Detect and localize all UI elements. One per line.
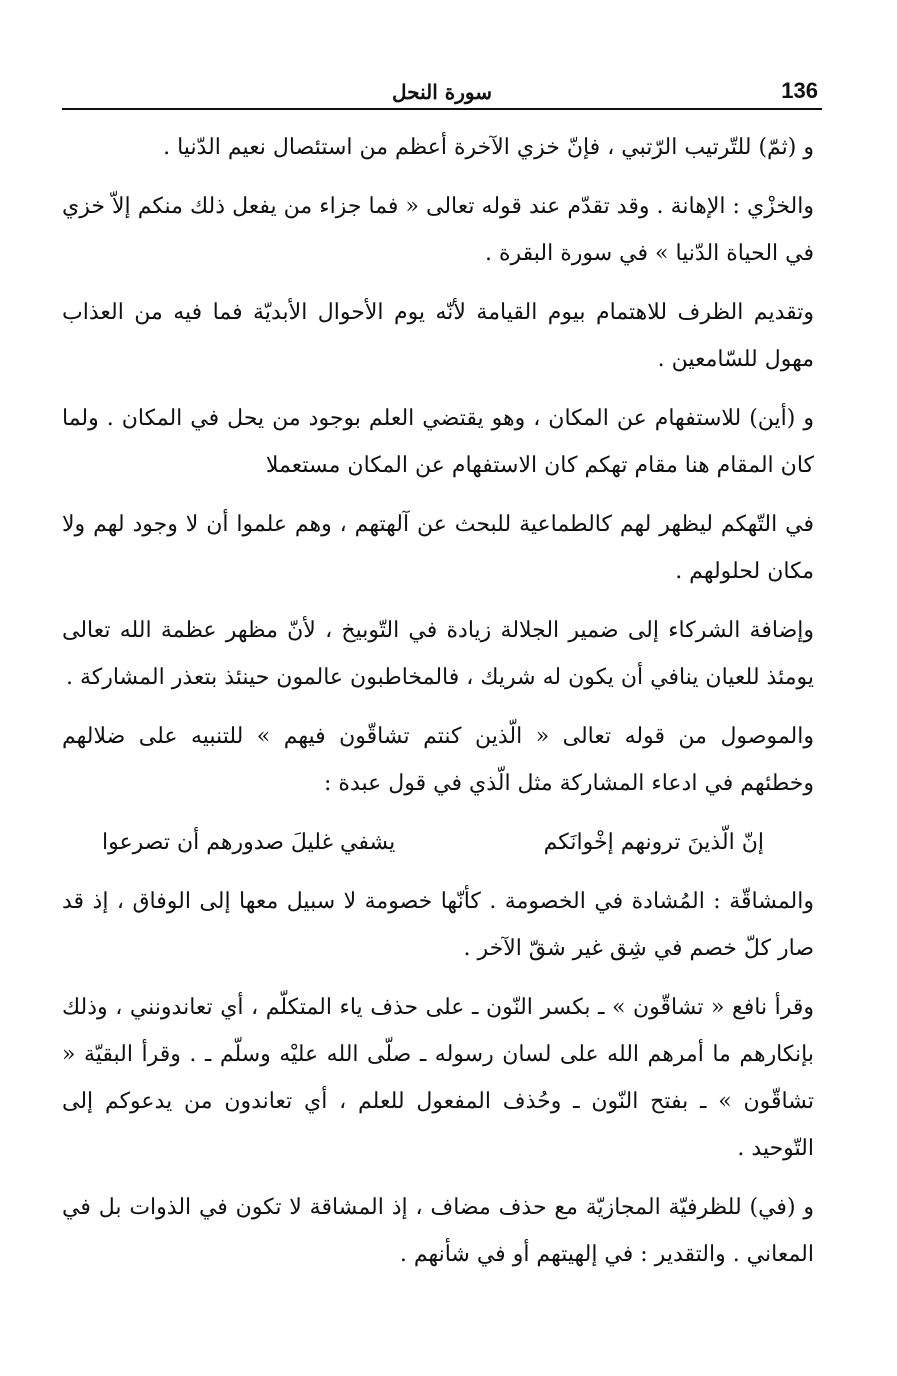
page-number: 136 [781, 78, 818, 103]
page-header [62, 78, 822, 110]
paragraph: و (ثمّ) للتّرتيب الرّتبي ، فإنّ خزي الآخرة أعظم من استئصال نعيم الدّنيا . [163, 135, 814, 160]
paragraph: و (في) للظرفيّة المجازيّة مع حذف مضاف ، إذ المشاقة لا تكون في الذوات بل في المعاني . والتقدير : في إلهيتهم أو في شأنهم . [62, 1195, 814, 1267]
verse-first-hemistich: إنّ الّذينَ ترونهم إخْوانَكم [543, 830, 764, 855]
surah-title: سورة النحل [392, 80, 492, 104]
paragraph: والمشاقّة : المُشادة في الخصومة . كأنّها خصومة لا سبيل معها إلى الوفاق ، إذ قد صار كلّ خصم في شِق غير شقّ الآخر . [62, 889, 814, 961]
paragraph: في التّهكم ليظهر لهم كالطماعية للبحث عن آلهتهم ، وهم علموا أن لا وجود لهم ولا مكان لحلولهم . [62, 512, 814, 584]
paragraph: و (أين) للاستفهام عن المكان ، وهو يقتضي العلم بوجود من يحل في المكان . ولما كان المقام هنا مقام تهكم كان الاستفهام عن المكان مستعملا [62, 406, 814, 478]
poetry-verse [62, 819, 814, 866]
verse-second-hemistich: يشفي غليلَ صدورهم أن تصرعوا [102, 830, 396, 855]
page-body [62, 124, 814, 1290]
paragraph: والموصول من قوله تعالى « الّذين كنتم تشاقّون فيهم » للتنبيه على ضلالهم وخطئهم في ادعاء المشاركة مثل الّذي في قول عبدة : [62, 724, 814, 796]
paragraph: والخزْي : الإهانة . وقد تقدّم عند قوله تعالى « فما جزاء من يفعل ذلك منكم إلاّ خزي في الحياة الدّنيا » في سورة البقرة . [62, 194, 814, 266]
paragraph: وقرأ نافع « تشاقّون » ـ بكسر النّون ـ على حذف ياء المتكلّم ، أي تعاندونني ، وذلك بإنكارهم ما أمرهم الله على لسان رسوله ـ صلّى الله عليْه وسلّم ـ . وقرأ البقيّة « تشاقّون » ـ بفتح النّون ـ وحُذف المفعول للعلم ، أي تعاندون من يدعوكم إلى التّوحيد . [62, 995, 814, 1161]
paragraph: وإضافة الشركاء إلى ضمير الجلالة زيادة في التّوبيخ ، لأنّ مظهر عظمة الله تعالى يومئذ للعيان ينافي أن يكون له شريك ، فالمخاطبون عالمون حينئذ بتعذر المشاركة . [62, 618, 814, 690]
paragraph: وتقديم الظرف للاهتمام بيوم القيامة لأنّه يوم الأحوال الأبديّة فما فيه من العذاب مهول للسّامعين . [62, 300, 814, 372]
